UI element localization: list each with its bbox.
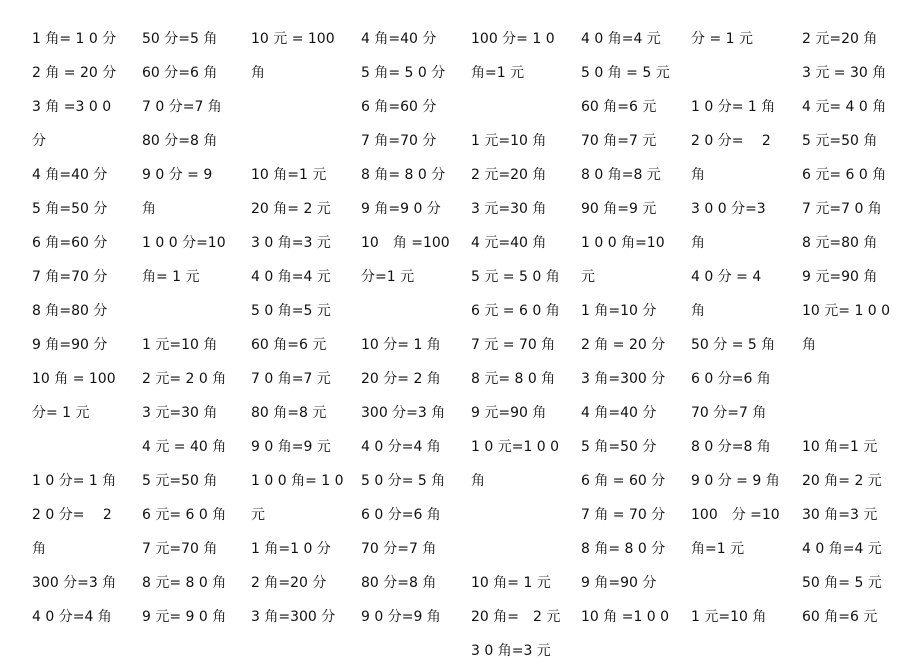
equation-line: 70 分=7 角: [691, 405, 767, 421]
equation-line: 3 元=30 角: [471, 201, 547, 217]
equation-line: 6 角 = 60 分: [581, 473, 666, 489]
equation-line: 4 角=40 分: [581, 405, 657, 421]
equation-line: 10 元 = 100: [251, 31, 335, 47]
equation-line: 1 角=1 0 分: [251, 541, 331, 557]
equation-line: [251, 90, 344, 124]
equation-line: 2 0 分= 2: [32, 507, 112, 523]
equation-line: 60 角=6 元: [251, 337, 327, 353]
equation-line: 8 角= 8 0 分: [581, 541, 666, 557]
equation-line: 6 角=60 分: [32, 235, 108, 251]
equation-line: 4 0 分=4 角: [32, 609, 112, 625]
equation-line: 20 分= 2 角: [361, 371, 441, 387]
column-2: [142, 22, 226, 634]
equation-line: 分= 1 元: [32, 405, 90, 421]
equation-line: 9 元=90 角: [471, 405, 547, 421]
equation-line: 7 角=70 分: [361, 133, 437, 149]
equation-line: 9 元=90 角: [802, 269, 878, 285]
equation-line: 7 元 = 70 角: [471, 337, 556, 353]
column-6: [581, 22, 670, 634]
equation-line: 分 = 1 元: [691, 31, 753, 47]
equation-line: 3 0 0 分=3: [691, 201, 766, 217]
equation-line: 8 元= 8 0 角: [471, 371, 556, 387]
equation-line: 角=1 元: [691, 541, 745, 557]
equation-line: 1 0 元=1 0 0: [471, 439, 560, 455]
equation-line: 5 0 角 = 5 元: [581, 65, 670, 81]
equation-line: 9 角=90 分: [32, 337, 108, 353]
equation-line: 70 角=7 元: [581, 133, 657, 149]
equation-line: 1 0 分= 1 角: [32, 473, 117, 489]
equation-line: 8 0 角=8 元: [581, 167, 661, 183]
equation-line: 7 0 角=7 元: [251, 371, 331, 387]
equation-line: 9 0 角=9 元: [251, 439, 331, 455]
equation-line: 5 元=50 角: [802, 133, 878, 149]
equation-line: 50 分 = 5 角: [691, 337, 776, 353]
equation-line: 6 元= 6 0 角: [142, 507, 227, 523]
equation-line: 角=1 元: [471, 65, 525, 81]
equation-line: 4 0 角=4 元: [802, 541, 882, 557]
equation-line: 3 0 角=3 元: [251, 235, 331, 251]
equation-line: 6 元 = 6 0 角: [471, 303, 560, 319]
equation-line: 60 分=6 角: [142, 65, 218, 81]
equation-line: 9 0 分 = 9 角: [691, 473, 780, 489]
equation-line: [691, 566, 780, 600]
equation-line: 9 0 分=9 角: [361, 609, 441, 625]
equation-line: 1 0 分= 1 角: [691, 99, 776, 115]
equation-line: 9 0 分 = 9: [142, 167, 213, 183]
equation-line: 4 0 分 = 4: [691, 269, 762, 285]
equation-line: 80 角=8 元: [251, 405, 327, 421]
column-7: [691, 22, 780, 634]
equation-line: 60 角=6 元: [802, 609, 878, 625]
equation-line: 9 角=90 分: [581, 575, 657, 591]
equation-line: 10 角 =100: [361, 235, 450, 251]
equation-line: 10 角 =1 0 0: [581, 609, 670, 625]
equation-line: 80 分=8 角: [142, 133, 218, 149]
equation-line: 10 角 = 100: [32, 371, 116, 387]
equation-line: 1 0 0 角=10: [581, 235, 665, 251]
equation-line: 4 0 角=4 元: [251, 269, 331, 285]
column-3: [251, 22, 344, 634]
equation-line: 4 元=40 角: [471, 235, 547, 251]
equation-line: [142, 294, 226, 328]
equation-line: 6 元= 6 0 角: [802, 167, 887, 183]
equation-line: 3 0 角=3 元: [471, 643, 551, 659]
equation-line: 80 分=8 角: [361, 575, 437, 591]
equation-line: 5 角=50 分: [581, 439, 657, 455]
equation-line: 角: [142, 201, 156, 217]
equation-line: [32, 430, 116, 464]
equation-line: 2 元=20 角: [802, 31, 878, 47]
equation-line: 2 角=20 分: [251, 575, 327, 591]
column-8: [802, 22, 890, 634]
equation-line: 4 0 分=4 角: [361, 439, 441, 455]
equation-line: 10 元= 1 0 0: [802, 303, 891, 319]
equation-line: 5 元 = 5 0 角: [471, 269, 560, 285]
equation-line: 角: [251, 65, 265, 81]
equation-line: [361, 294, 450, 328]
equation-line: [802, 362, 890, 396]
equation-line: 8 0 分=8 角: [691, 439, 771, 455]
equation-line: 10 分= 1 角: [361, 337, 441, 353]
equation-line: [251, 124, 344, 158]
equation-line: 7 元=70 角: [142, 541, 218, 557]
equation-line: 5 0 分= 5 角: [361, 473, 446, 489]
equation-line: 6 0 分=6 角: [691, 371, 771, 387]
equation-line: 3 元=30 角: [142, 405, 218, 421]
equation-line: 60 角=6 元: [581, 99, 657, 115]
equation-line: 分=1 元: [361, 269, 415, 285]
equation-line: 1 0 0 角= 1 0: [251, 473, 344, 489]
equation-line: 2 0 分= 2: [691, 133, 771, 149]
equation-line: 9 角=9 0 分: [361, 201, 441, 217]
equation-line: 2 元= 2 0 角: [142, 371, 227, 387]
equation-line: 20 角= 2 元: [802, 473, 882, 489]
equation-line: 6 角=60 分: [361, 99, 437, 115]
equation-line: 角: [691, 303, 705, 319]
equation-line: 6 0 分=6 角: [361, 507, 441, 523]
equation-line: 9 元= 9 0 角: [142, 609, 227, 625]
equation-line: 1 元=10 角: [471, 133, 547, 149]
equation-line: 5 角=50 分: [32, 201, 108, 217]
equation-line: 元: [251, 507, 265, 523]
equation-line: 分: [32, 133, 46, 149]
equation-line: 元: [581, 269, 595, 285]
equation-line: 10 角=1 元: [251, 167, 327, 183]
column-1: [32, 22, 116, 634]
equation-line: 3 角 =3 0 0: [32, 99, 112, 115]
equation-line: 4 角=40 分: [32, 167, 108, 183]
equation-line: 8 角= 8 0 分: [361, 167, 446, 183]
equation-line: 7 元=7 0 角: [802, 201, 882, 217]
equation-line: 8 元= 8 0 角: [142, 575, 227, 591]
equation-line: 50 分=5 角: [142, 31, 218, 47]
equation-line: 4 0 角=4 元: [581, 31, 661, 47]
equation-line: [471, 90, 560, 124]
equation-line: 4 角=40 分: [361, 31, 437, 47]
equation-line: 90 角=9 元: [581, 201, 657, 217]
equation-line: 3 角=300 分: [581, 371, 666, 387]
equation-line: 20 角= 2 元: [471, 609, 561, 625]
equation-line: 8 元=80 角: [802, 235, 878, 251]
equation-line: 5 元=50 角: [142, 473, 218, 489]
equation-line: 1 角=10 分: [581, 303, 657, 319]
equation-line: 10 角=1 元: [802, 439, 878, 455]
equation-line: 20 角= 2 元: [251, 201, 331, 217]
equation-line: 角: [691, 235, 705, 251]
equation-line: 7 角=70 分: [32, 269, 108, 285]
equation-line: 50 角= 5 元: [802, 575, 882, 591]
equation-line: 5 0 角=5 元: [251, 303, 331, 319]
equation-line: 角: [471, 473, 485, 489]
equation-line: 300 分=3 角: [361, 405, 446, 421]
equation-line: [691, 56, 780, 90]
equation-line: 5 角= 5 0 分: [361, 65, 446, 81]
equation-line: 7 角 = 70 分: [581, 507, 666, 523]
equation-line: 1 元=10 角: [691, 609, 767, 625]
equation-line: 3 角=300 分: [251, 609, 336, 625]
equation-line: 角: [32, 541, 46, 557]
equation-line: 角: [802, 337, 816, 353]
equation-line: [471, 498, 560, 532]
equation-line: 8 角=80 分: [32, 303, 108, 319]
equation-line: [802, 396, 890, 430]
equation-line: 4 元= 4 0 角: [802, 99, 887, 115]
equation-line: 1 0 0 分=10: [142, 235, 226, 251]
equation-line: 300 分=3 角: [32, 575, 117, 591]
equation-line: [471, 532, 560, 566]
equation-line: 7 0 分=7 角: [142, 99, 222, 115]
equation-line: 100 分= 1 0: [471, 31, 555, 47]
equation-line: 角= 1 元: [142, 269, 200, 285]
equation-line: 4 元 = 40 角: [142, 439, 227, 455]
equation-line: 1 角= 1 0 分: [32, 31, 117, 47]
equation-line: 角: [691, 167, 705, 183]
equation-line: 10 角= 1 元: [471, 575, 551, 591]
equation-line: 30 角=3 元: [802, 507, 878, 523]
equation-line: 2 角 = 20 分: [32, 65, 117, 81]
equation-line: 100 分 =10: [691, 507, 780, 523]
equation-line: 2 元=20 角: [471, 167, 547, 183]
column-5: [471, 22, 560, 668]
equation-line: 70 分=7 角: [361, 541, 437, 557]
equation-line: 1 元=10 角: [142, 337, 218, 353]
equation-line: 2 角 = 20 分: [581, 337, 666, 353]
column-4: [361, 22, 450, 634]
equation-line: 3 元 = 30 角: [802, 65, 887, 81]
